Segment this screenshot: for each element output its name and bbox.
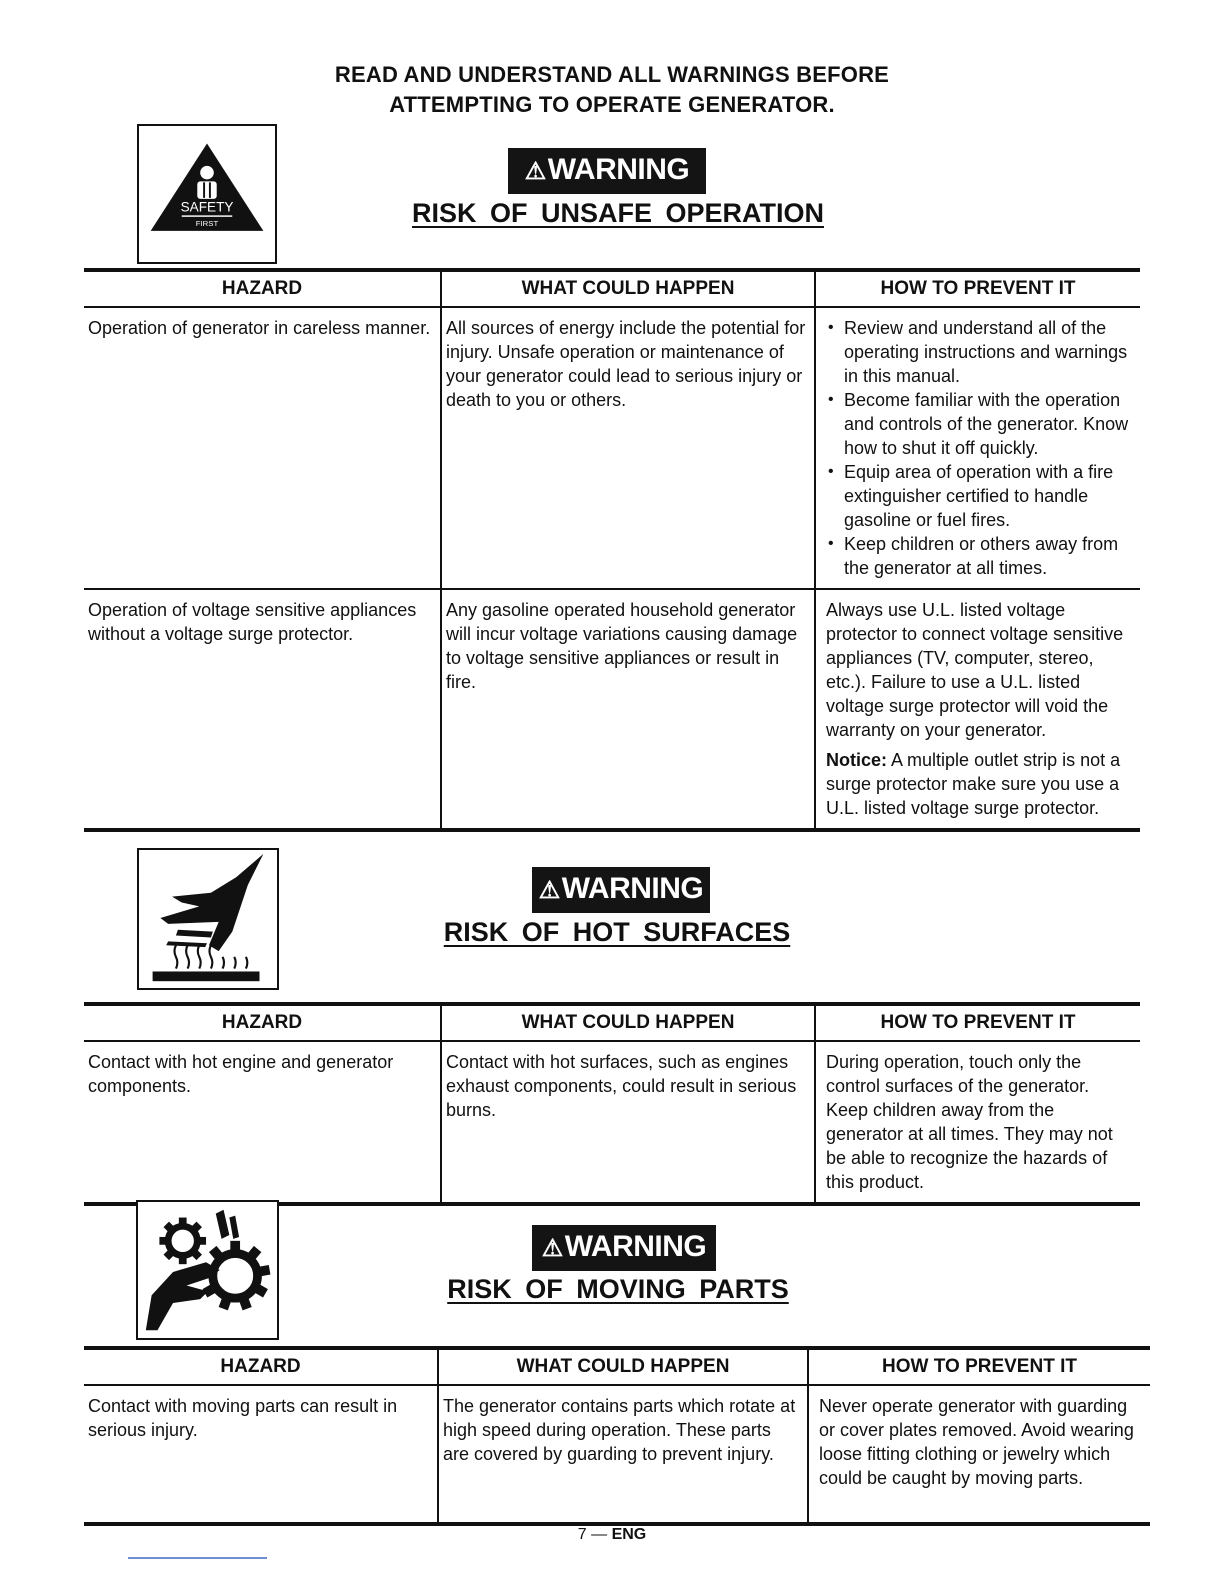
svg-text:FIRST: FIRST [195, 219, 219, 229]
warning-badge: ⚠WARNING [532, 867, 710, 913]
what-could-happen-cell: Any gasoline operated household generator will incur voltage variations causing damage to voltage sensitive appliances or result in fire. [441, 589, 815, 830]
hazard-table [84, 1346, 1150, 1526]
hot-surface-icon [137, 848, 279, 990]
column-header-hazard: HAZARD [84, 270, 441, 307]
svg-text:SAFETY: SAFETY [180, 199, 234, 215]
how-to-prevent-cell [815, 307, 1140, 589]
notice [826, 748, 1134, 820]
heading-line-2: ATTEMPTING TO OPERATE GENERATOR. [389, 92, 835, 117]
prevent-text: Always use U.L. listed voltage protector to connect voltage sensitive appliances (TV, computer, stereo, etc.). Failure to use a U.L. listed voltage surge protector will void the warranty on your generator. [826, 600, 1124, 740]
table-row [84, 589, 1140, 830]
hazard-table [84, 1002, 1140, 1206]
safety-first-icon [137, 124, 277, 264]
what-could-happen-cell: Contact with hot surfaces, such as engines exhaust components, could result in serious burns. [441, 1041, 815, 1204]
column-header-what-could-happen: WHAT COULD HAPPEN [441, 1004, 815, 1041]
notice-label: Notice: [826, 750, 888, 770]
page-heading [0, 60, 1224, 120]
warning-badge: ⚠WARNING [532, 1225, 716, 1271]
column-header-what-could-happen: WHAT COULD HAPPEN [441, 270, 815, 307]
list-item: • Review and understand all of the operating instructions and warnings in this manual. [826, 316, 1134, 388]
heading-line-1: READ AND UNDERSTAND ALL WARNINGS BEFORE [334, 62, 890, 87]
footer-rule [128, 1557, 267, 1559]
risk-title: RISK OF MOVING PARTS [447, 1274, 789, 1304]
alert-triangle-icon: ⚠ [524, 158, 546, 185]
hazard-cell: Contact with moving parts can result in serious injury. [84, 1385, 438, 1524]
table-row [84, 1041, 1140, 1204]
how-to-prevent-cell [815, 589, 1140, 830]
warning-badge: ⚠WARNING [508, 148, 706, 194]
page-footer [0, 1526, 1224, 1544]
column-header-how-to-prevent: HOW TO PREVENT IT [808, 1348, 1150, 1385]
column-header-how-to-prevent: HOW TO PREVENT IT [815, 270, 1140, 307]
risk-title: RISK OF UNSAFE OPERATION [411, 198, 825, 228]
footer-separator: — [591, 1526, 608, 1543]
what-could-happen-cell: The generator contains parts which rotate at high speed during operation. These parts are covered by guarding to prevent injury. [438, 1385, 808, 1524]
moving-parts-icon [136, 1200, 279, 1340]
table-row [84, 1385, 1150, 1524]
how-to-prevent-cell: Never operate generator with guarding or cover plates removed. Avoid wearing loose fitting clothing or jewelry which could be caught by moving parts. [808, 1385, 1150, 1524]
risk-title: RISK OF HOT SURFACES [443, 917, 791, 947]
how-to-prevent-cell: During operation, touch only the control surfaces of the generator. Keep children away from the generator at all times. They may not be able to recognize the hazards of this product. [815, 1041, 1140, 1204]
table-row [84, 307, 1140, 589]
hazard-cell: Operation of voltage sensitive appliances without a voltage surge protector. [84, 589, 441, 830]
column-header-hazard: HAZARD [84, 1348, 438, 1385]
notice-text: A multiple outlet strip is not a surge protector make sure you use a U.L. listed voltage surge protector. [826, 750, 1121, 818]
hazard-cell: Operation of generator in careless manner. [88, 318, 431, 338]
what-could-happen-cell: All sources of energy include the potential for injury. Unsafe operation or maintenance of your generator could lead to serious injury or death to you or others. [441, 307, 815, 589]
column-header-hazard: HAZARD [84, 1004, 441, 1041]
list-item: • Keep children or others away from the generator at all times. [826, 532, 1134, 580]
alert-triangle-icon: ⚠ [541, 1235, 563, 1262]
column-header-what-could-happen: WHAT COULD HAPPEN [438, 1348, 808, 1385]
list-item: • Equip area of operation with a fire extinguisher certified to handle gasoline or fuel fires. [826, 460, 1134, 532]
hazard-cell: Contact with hot engine and generator components. [84, 1041, 441, 1204]
footer-language: ENG [611, 1526, 647, 1543]
alert-triangle-icon: ⚠ [538, 877, 560, 904]
list-item: • Become familiar with the operation and controls of the generator. Know how to shut it off quickly. [826, 388, 1134, 460]
page-number: 7 [577, 1526, 587, 1543]
hazard-table [84, 268, 1140, 832]
column-header-how-to-prevent: HOW TO PREVENT IT [815, 1004, 1140, 1041]
